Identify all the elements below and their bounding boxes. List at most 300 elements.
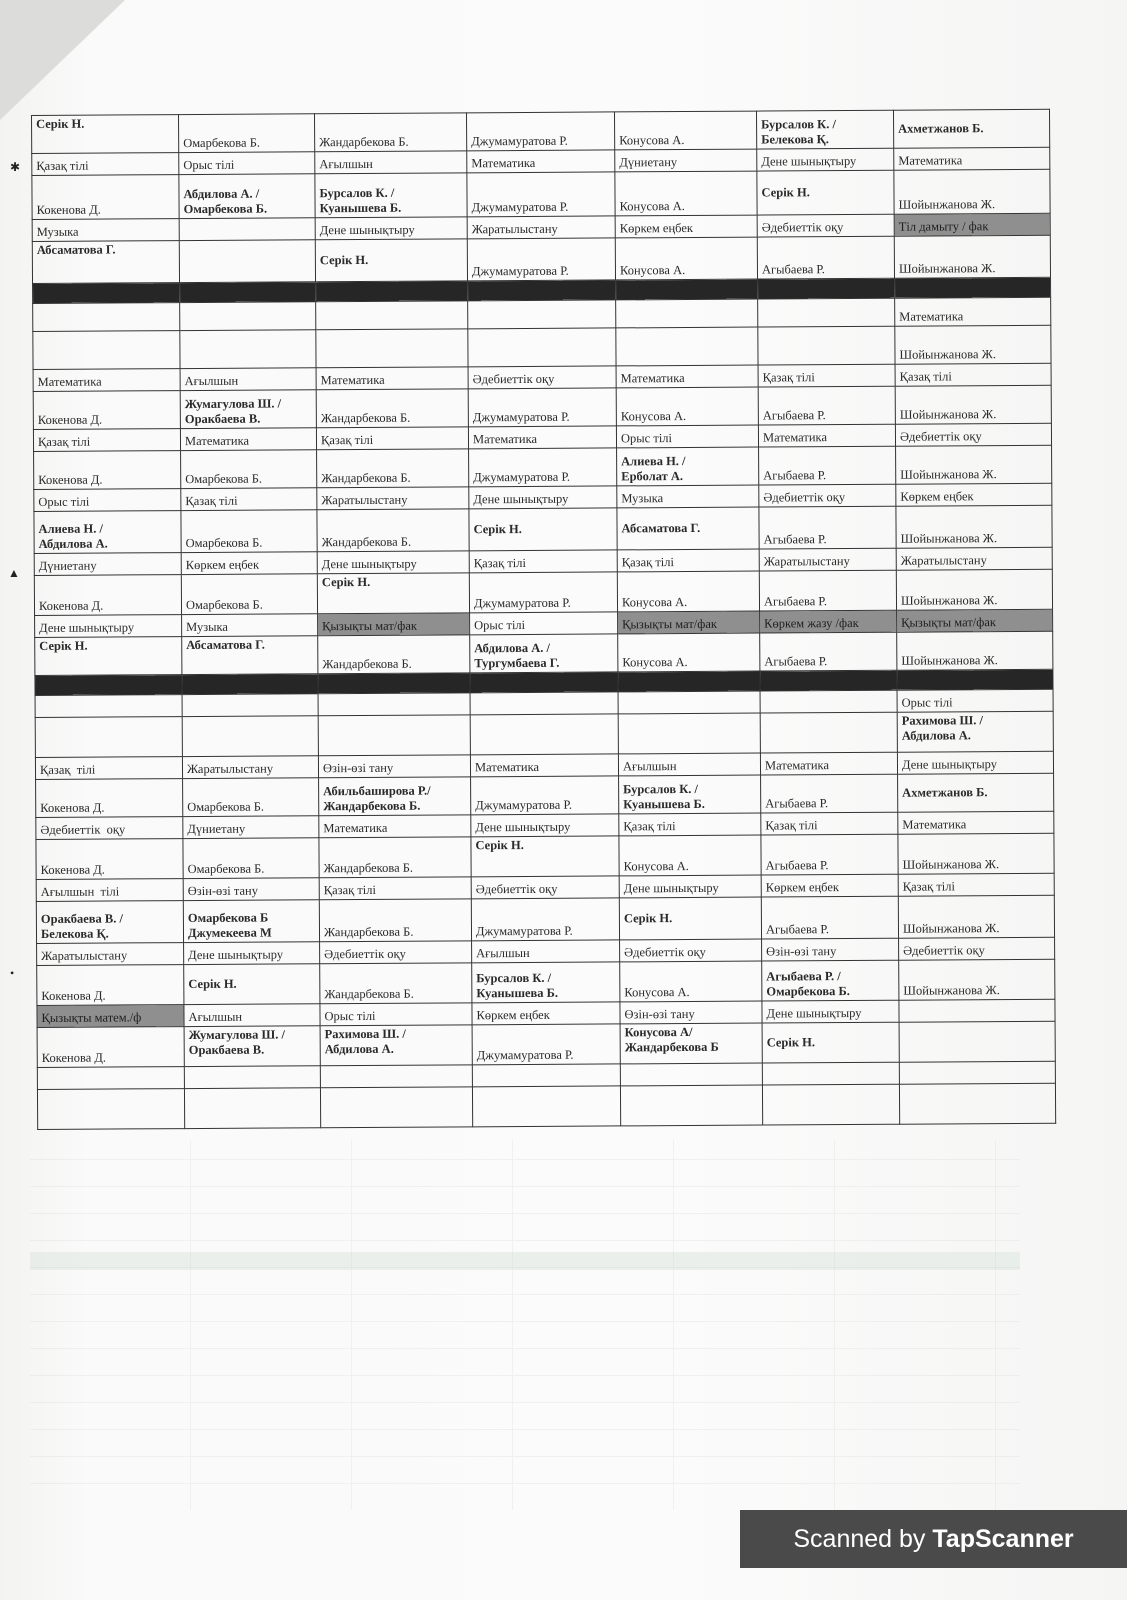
cell-text: Кокенова Д.: [38, 472, 103, 487]
schedule-cell: [319, 899, 471, 942]
schedule-cell: [183, 878, 319, 901]
cell-text: Жандарбекова Б.: [320, 410, 411, 426]
schedule-cell: [33, 303, 180, 332]
schedule-cell: [182, 694, 318, 717]
schedule-cell: [897, 609, 1053, 632]
schedule-cell: [898, 833, 1054, 874]
cell-text: Агыбаева Р.: [763, 594, 827, 609]
schedule-cell: [761, 812, 898, 835]
cell-text: Ахметжанов Б.: [898, 121, 984, 136]
schedule-cell: [472, 1064, 620, 1087]
schedule-row: [37, 959, 1055, 1005]
schedule-row: [33, 325, 1051, 369]
cell-text: Шойынжанова Ж.: [903, 983, 1000, 998]
schedule-cell: [615, 149, 757, 172]
cell-text: Агыбаева Р.: [763, 468, 827, 483]
schedule-cell: [33, 391, 180, 430]
punch-hole-mark: •: [10, 966, 15, 980]
schedule-row: [32, 169, 1050, 219]
schedule-cell: [894, 147, 1050, 170]
cell-text: Конусова А.: [621, 595, 688, 610]
schedule-cell: [896, 547, 1052, 570]
schedule-cell: [618, 713, 760, 754]
schedule-cell: [318, 673, 470, 694]
cell-text: Дене шынықтыру: [901, 757, 998, 772]
schedule-cell: [470, 612, 618, 635]
schedule-cell: [619, 875, 761, 898]
cell-text: Ағылшын: [319, 156, 373, 172]
schedule-cell: [468, 388, 616, 427]
cell-text: Серік Н.: [623, 911, 673, 926]
schedule-row: [35, 631, 1053, 675]
cell-text: Дене шынықтыру: [319, 222, 415, 238]
schedule-cell: [472, 1086, 620, 1127]
cell-text: Дене шынықтыру: [39, 620, 135, 635]
schedule-cell: [180, 390, 316, 429]
cell-text: Қазақ тілі: [902, 879, 955, 894]
cell-text: Өзін-өзі тану: [322, 760, 394, 776]
schedule-cell: [896, 569, 1052, 610]
schedule-cell: [760, 610, 897, 633]
schedule-cell: [179, 218, 315, 241]
schedule-cell: [616, 299, 758, 328]
schedule-cell: [897, 751, 1053, 774]
schedule-cell: [896, 505, 1052, 548]
schedule-cell: [897, 711, 1053, 752]
cell-text: Қазақ тілі: [762, 370, 815, 385]
cell-text: Қазақ тілі: [765, 818, 818, 833]
cell-text: Жаратылыстану: [763, 554, 850, 569]
schedule-cell: [184, 1088, 320, 1129]
schedule-cell: [469, 448, 617, 487]
cell-text: Дүниетану: [38, 558, 97, 573]
schedule-cell: [33, 331, 180, 370]
schedule-cell: [181, 552, 317, 575]
schedule-cell: [758, 278, 895, 299]
cell-text: Математика: [899, 309, 964, 324]
cell-text: Шойынжанова Ж.: [899, 347, 997, 362]
cell-text: Жандарбекова Б.: [323, 924, 414, 940]
schedule-cell: [319, 877, 471, 900]
cell-text: Омарбекова Б.: [187, 861, 265, 877]
schedule-cell: [318, 715, 470, 756]
schedule-cell: [179, 240, 315, 283]
schedule-cell: [468, 366, 616, 389]
schedule-cell: [758, 364, 895, 387]
schedule-row: [37, 1083, 1055, 1129]
schedule-cell: [469, 508, 617, 551]
schedule-cell: [35, 717, 182, 758]
schedule-cell: [468, 300, 616, 329]
schedule-cell: [32, 219, 179, 242]
cell-text: Көркем еңбек: [765, 880, 840, 895]
schedule-cell: [758, 326, 895, 365]
schedule-cell: [619, 835, 761, 876]
cell-text: Дене шынықтыру: [321, 556, 417, 572]
schedule-cell: [894, 169, 1050, 214]
schedule-cell: [618, 611, 760, 634]
cell-text: Ағылшын тілі: [40, 884, 120, 899]
schedule-cell: [761, 896, 898, 939]
schedule-cell: [899, 1061, 1055, 1084]
cell-text: Қызықты мат/фак: [622, 616, 718, 632]
cell-text: Жандарбекова Б.: [324, 986, 414, 1002]
cell-text: Өзін-өзі тану: [187, 883, 258, 899]
schedule-cell: [897, 689, 1053, 712]
schedule-cell: [617, 485, 759, 508]
schedule-cell: [183, 838, 319, 879]
cell-text: Дене шынықтыру: [766, 1005, 862, 1021]
schedule-cell: [760, 670, 897, 691]
schedule-cell: [317, 551, 469, 574]
schedule-cell: [618, 753, 760, 776]
schedule-row: [36, 833, 1054, 879]
schedule-cell: [33, 429, 180, 452]
cell-text: Орыс тілі: [474, 617, 526, 633]
schedule-cell: [182, 636, 318, 675]
schedule-cell: [180, 302, 316, 331]
schedule-cell: [316, 389, 468, 428]
cell-text: Орыс тілі: [901, 695, 953, 710]
cell-text: Математика: [323, 820, 388, 836]
cell-text: Қазақ тілі: [323, 882, 377, 898]
schedule-cell: [620, 939, 762, 962]
schedule-cell: [894, 213, 1050, 236]
cell-text: Омарбекова Б.: [185, 597, 263, 613]
cell-text: Көркем еңбек: [185, 557, 260, 573]
cell-text: Кокенова Д.: [36, 202, 101, 217]
schedule-cell: [757, 170, 894, 215]
cell-text: Агыбаева Р.: [762, 408, 826, 423]
cell-text: Абдилова А. / Тургумбаева Г.: [474, 640, 560, 671]
schedule-cell: [762, 1022, 899, 1063]
cell-text: Жандарбекова Б.: [322, 656, 412, 672]
schedule-cell: [759, 548, 896, 571]
cell-text: Серік Н.: [761, 185, 810, 200]
cell-text: Агыбаева Р. / Омарбекова Б.: [766, 969, 850, 999]
schedule-cell: [471, 776, 619, 815]
schedule-cell: [898, 895, 1054, 938]
schedule-cell: [317, 573, 469, 614]
schedule-cell: [317, 509, 469, 552]
schedule-cell: [469, 550, 617, 573]
schedule-cell: [470, 692, 618, 715]
cell-text: Көркем еңбек: [476, 1007, 550, 1023]
cell-text: Қызықты матем./ф: [41, 1010, 142, 1025]
schedule-cell: [318, 613, 470, 636]
schedule-row: [32, 235, 1050, 283]
schedule-cell: [184, 1066, 320, 1089]
schedule-cell: [893, 109, 1049, 148]
cell-text: Өзін-өзі тану: [624, 1006, 695, 1022]
cell-text: Жаратылыстану: [41, 948, 128, 963]
schedule-cell: [896, 445, 1052, 484]
schedule-cell: [182, 716, 318, 757]
cell-text: Қызықты мат/фак: [901, 615, 997, 630]
schedule-cell: [180, 428, 316, 451]
schedule-cell: [180, 368, 316, 391]
cell-text: Джумамуратова Р.: [475, 797, 573, 813]
cell-text: Әдебиеттік оқу: [763, 490, 846, 505]
schedule-cell: [898, 811, 1054, 834]
cell-text: Серік Н.: [475, 838, 524, 853]
watermark-prefix: Scanned by: [793, 1525, 933, 1553]
schedule-row: [34, 445, 1052, 489]
schedule-row: [36, 773, 1054, 817]
schedule-cell: [37, 1089, 184, 1130]
schedule-cell: [32, 241, 179, 284]
cell-text: Жумагулова Ш. / Оракбаева В.: [188, 1027, 285, 1058]
cell-text: Омарбекова Б.: [187, 799, 265, 815]
cell-text: Джумамуратова Р.: [471, 133, 568, 149]
cell-text: Әдебиеттік оқу: [624, 944, 706, 960]
schedule-cell: [34, 511, 181, 554]
schedule-cell: [895, 385, 1051, 424]
cell-text: Жаратылыстану: [471, 221, 558, 237]
schedule-cell: [759, 506, 896, 549]
cell-text: Әдебиеттік оқу: [472, 371, 555, 387]
schedule-cell: [615, 215, 757, 238]
schedule-cell: [471, 814, 619, 837]
schedule-cell: [183, 778, 319, 817]
schedule-cell: [320, 1087, 472, 1128]
schedule-cell: [758, 298, 895, 327]
cell-text: Жаратылыстану: [900, 553, 987, 568]
cell-text: Кокенова Д.: [38, 598, 104, 613]
cell-text: Бурсалов К. / Белекова Қ.: [761, 117, 836, 147]
cell-text: Джумамуратова Р.: [471, 263, 569, 279]
cell-text: Конусова А.: [619, 133, 685, 148]
schedule-row: [32, 109, 1050, 153]
schedule-cell: [33, 283, 180, 304]
cell-text: Серік Н.: [766, 1035, 816, 1050]
schedule-cell: [35, 695, 182, 718]
schedule-row: [37, 1021, 1055, 1067]
punch-hole-mark: ▲: [8, 566, 20, 580]
schedule-cell: [37, 1005, 184, 1028]
schedule-cell: [468, 426, 616, 449]
cell-text: Шойынжанова Ж.: [898, 197, 996, 212]
schedule-cell: [316, 367, 468, 390]
cell-text: Математика: [762, 430, 828, 445]
cell-text: Конусова А.: [623, 858, 689, 874]
schedule-cell: [899, 1021, 1055, 1062]
schedule-cell: [467, 216, 615, 239]
schedule-cell: [182, 756, 318, 779]
cell-text: Дене шынықтыру: [473, 491, 569, 507]
schedule-cell: [616, 279, 758, 300]
schedule-cell: [471, 876, 619, 899]
cell-text: Әдебиеттік оқу: [761, 220, 844, 235]
schedule-cell: [37, 965, 184, 1006]
schedule-cell: [469, 572, 617, 613]
cell-text: Абсаматова Г.: [36, 242, 116, 257]
schedule-cell: [179, 152, 315, 175]
cell-text: Серік Н.: [188, 976, 237, 992]
cell-text: Серік Н.: [319, 252, 369, 268]
schedule-cell: [472, 940, 620, 963]
schedule-cell: [467, 238, 615, 281]
cell-text: Шойынжанова Ж.: [900, 531, 998, 546]
cell-text: Агыбаева Р.: [761, 262, 825, 277]
cell-text: Конусова А.: [624, 984, 690, 1000]
schedule-cell: [895, 363, 1051, 386]
schedule-cell: [319, 837, 471, 878]
cell-text: Қазақ тілі: [36, 158, 89, 173]
cell-text: Джумамуратова Р.: [472, 409, 570, 425]
schedule-cell: [895, 423, 1051, 446]
cell-text: [904, 1122, 1052, 1123]
schedule-row: [33, 385, 1051, 429]
schedule-cell: [619, 775, 761, 814]
schedule-cell: [316, 301, 468, 330]
schedule-cell: [179, 174, 315, 219]
cell-text: Математика: [471, 155, 536, 171]
schedule-cell: [33, 369, 180, 392]
schedule-cell: [183, 900, 319, 943]
cell-text: Өзін-өзі тану: [766, 944, 837, 959]
schedule-cell: [315, 173, 467, 218]
schedule-cell: [899, 937, 1055, 960]
schedule-cell: [617, 549, 759, 572]
schedule-cell: [898, 873, 1054, 896]
schedule-cell: [620, 961, 762, 1002]
cell-text: Серік Н.: [473, 522, 522, 537]
cell-text: Шойынжанова Ж.: [902, 857, 1000, 872]
cell-text: Әдебиеттік оқу: [899, 429, 982, 444]
schedule-cell: [183, 816, 319, 839]
cell-text: Джумамуратова Р.: [473, 469, 570, 485]
schedule-cell: [616, 327, 758, 366]
schedule-cell: [184, 1004, 320, 1027]
cell-text: Математика: [184, 433, 250, 449]
schedule-cell: [32, 175, 179, 220]
schedule-row: [34, 505, 1052, 553]
schedule-cell: [317, 487, 469, 510]
schedule-cell: [182, 614, 318, 637]
cell-text: Жаратылыстану: [321, 492, 408, 508]
schedule-cell: [36, 779, 183, 818]
schedule-cell: [181, 510, 317, 553]
schedule-cell: [759, 570, 896, 611]
cell-text: Жандарбекова Б.: [321, 534, 412, 550]
cell-text: Әдебиеттік оқу: [475, 881, 558, 897]
cell-text: Музыка: [36, 224, 79, 239]
schedule-cell: [757, 148, 894, 171]
schedule-cell: [318, 635, 470, 674]
schedule-cell: [316, 329, 468, 368]
schedule-cell: [315, 217, 467, 240]
schedule-cell: [470, 714, 618, 755]
schedule-cell: [320, 1025, 472, 1066]
schedule-cell: [180, 282, 316, 303]
cell-text: Абильбаширова Р./ Жандарбекова Б.: [323, 783, 431, 814]
schedule-cell: [317, 449, 469, 488]
cell-text: Кокенова Д.: [37, 412, 103, 427]
cell-text: Ағылшын: [476, 945, 530, 961]
cell-text: Шойынжанова Ж.: [900, 593, 998, 608]
cell-text: [625, 1124, 759, 1125]
cell-text: Қызықты мат/фак: [322, 618, 418, 634]
cell-text: [767, 1123, 896, 1124]
schedule-cell: [759, 446, 896, 485]
schedule-cell: [762, 938, 899, 961]
cell-text: Математика: [37, 374, 102, 389]
schedule-cell: [616, 365, 758, 388]
schedule-cell: [35, 615, 182, 638]
cell-text: Абдилова А. / Омарбекова Б.: [183, 186, 268, 217]
cell-text: Қазақ тілі: [37, 434, 91, 449]
cell-text: Математика: [320, 372, 385, 388]
schedule-cell: [616, 387, 758, 426]
cell-text: Серік Н.: [321, 574, 371, 590]
schedule-cell: [760, 632, 897, 671]
cell-text: Омарбекова Б.: [183, 135, 261, 151]
schedule-cell: [181, 450, 317, 489]
cell-text: Орыс тілі: [183, 157, 235, 173]
cell-text: [477, 1124, 617, 1125]
schedule-cell: [618, 633, 760, 672]
schedule-cell: [320, 941, 472, 964]
schedule-cell: [37, 1027, 184, 1068]
schedule-cell: [620, 1023, 762, 1064]
cell-text: Қазақ тілі: [39, 762, 96, 777]
cell-text: Омарбекова Б Джумекеева М: [187, 910, 272, 941]
schedule-cell: [894, 235, 1050, 278]
schedule-cell: [898, 773, 1054, 812]
cell-text: Конусова А.: [619, 263, 686, 278]
cell-text: Бурсалов К. / Куанышева Б.: [623, 781, 705, 812]
cell-text: [189, 1126, 317, 1127]
cell-text: Конусова А.: [620, 409, 687, 424]
schedule-cell: [34, 553, 181, 576]
schedule-cell: [469, 486, 617, 509]
schedule-cell: [468, 328, 616, 367]
cell-text: Қазақ тілі: [621, 555, 675, 570]
schedule-cell: [761, 834, 898, 875]
cell-text: Омарбекова Б.: [185, 535, 263, 551]
schedule-cell: [35, 757, 182, 780]
punch-hole-mark: ✱: [10, 160, 21, 174]
schedule-cell: [35, 675, 182, 696]
schedule-cell: [184, 1026, 320, 1067]
schedule-cell: [759, 484, 896, 507]
schedule-cell: [320, 963, 472, 1004]
cell-text: Агыбаева Р.: [765, 858, 829, 873]
cell-text: Орыс тілі: [620, 431, 673, 446]
schedule-cell: [758, 424, 895, 447]
cell-text: Абсаматова Г.: [621, 520, 701, 536]
schedule-cell: [758, 386, 895, 425]
schedule-cell: [616, 425, 758, 448]
schedule-row: [35, 711, 1053, 757]
cell-text: Агыбаева Р.: [765, 796, 829, 811]
cell-text: Көркем жазу /фак: [764, 615, 859, 631]
schedule-cell: [617, 447, 759, 486]
schedule-cell: [620, 1001, 762, 1024]
cell-text: Жандарбекова Б.: [319, 134, 409, 150]
schedule-cell: [315, 151, 467, 174]
cell-text: Математика: [620, 371, 685, 386]
cell-text: Тіл дамыту / фак: [898, 219, 989, 234]
folded-page-corner: [0, 0, 125, 120]
schedule-cell: [182, 674, 318, 695]
cell-text: Агыбаева Р.: [763, 532, 827, 547]
cell-text: Математика: [902, 817, 967, 832]
cell-text: Орыс тілі: [38, 494, 90, 509]
cell-text: Әдебиеттік оқу: [324, 946, 406, 962]
cell-text: Көркем еңбек: [900, 489, 974, 504]
